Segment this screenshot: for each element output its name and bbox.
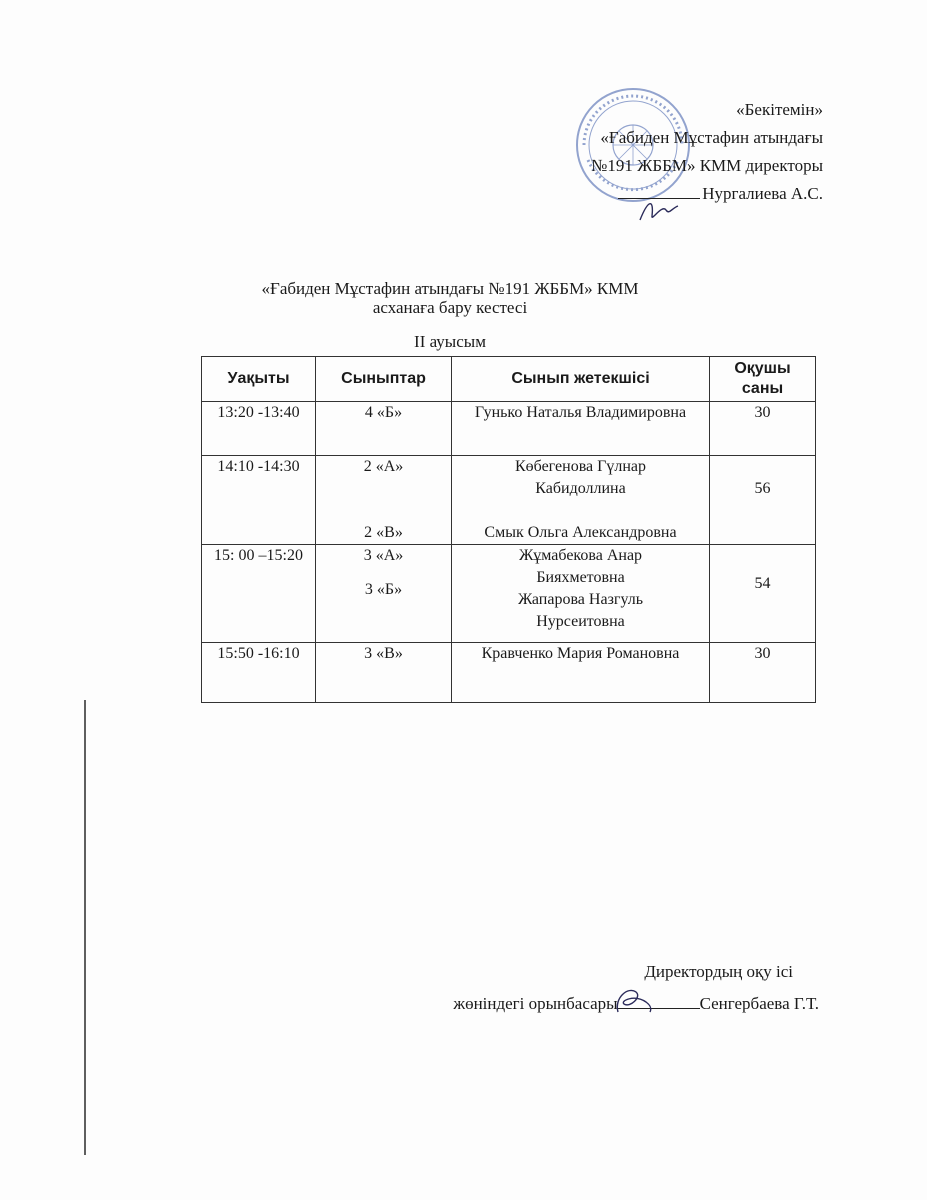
count-value: 56 — [754, 480, 771, 497]
cell-time: 13:20 -13:40 — [202, 402, 316, 456]
approval-line-2: №191 ЖББМ» КММ директоры — [591, 156, 823, 175]
cell-class: 3 «В» — [316, 643, 452, 703]
table-row — [202, 402, 816, 456]
scan-edge — [84, 700, 86, 1155]
deputy-signature — [610, 984, 654, 1018]
table-row — [202, 643, 816, 703]
header-count: Оқушы саны — [710, 357, 816, 402]
cell-count — [710, 456, 816, 545]
deputy-position: жөніндегі орынбасары — [453, 994, 618, 1013]
teacher-item: Жапарова Назгуль Нурсеитовна — [517, 591, 644, 630]
cell-count: 30 — [710, 402, 816, 456]
table-row — [202, 545, 816, 643]
approval-line-1: «Ғабиден Мұстафин атындағы — [600, 128, 823, 147]
table-row — [202, 456, 816, 545]
header-time: Уақыты — [202, 357, 316, 402]
document-subtitle: асханаға бару кестесі — [372, 298, 528, 317]
class-item: 2 «А» — [363, 458, 404, 475]
teacher-item: Жұмабекова Анар Бияхметовна — [518, 547, 643, 586]
cell-classes — [316, 545, 452, 643]
header-teacher: Сынып жетекшісі — [452, 357, 710, 402]
class-item: 3 «А» — [363, 547, 404, 564]
shift-label: II ауысым — [414, 332, 486, 351]
teacher-item: Көбегенова Гүлнар Кабидоллина — [514, 458, 647, 497]
class-item: 2 «В» — [364, 524, 403, 541]
cell-time: 14:10 -14:30 — [202, 456, 316, 545]
cell-time: 15: 00 –15:20 — [202, 545, 316, 643]
document-title: «Ғабиден Мұстафин атындағы №191 ЖББМ» КММ — [261, 279, 639, 298]
cell-teachers — [452, 545, 710, 643]
teacher-item: Смык Ольга Александровна — [484, 524, 677, 541]
director-signature — [636, 196, 682, 226]
cell-count: 30 — [710, 643, 816, 703]
approval-block — [591, 96, 823, 208]
cell-teachers — [452, 456, 710, 545]
director-name: Нургалиева А.С. — [702, 184, 823, 203]
cell-teacher: Гунько Наталья Владимировна — [452, 402, 710, 456]
cell-class: 4 «Б» — [316, 402, 452, 456]
cell-time: 15:50 -16:10 — [202, 643, 316, 703]
table-header-row — [202, 357, 816, 402]
class-item: 3 «Б» — [364, 581, 403, 598]
approval-heading: «Бекітемін» — [736, 100, 823, 119]
dining-schedule-table — [201, 356, 816, 703]
deputy-title-line-1: Директордың оқу ісі — [644, 962, 793, 981]
approval-signature-line — [591, 180, 823, 208]
cell-count — [710, 545, 816, 643]
cell-classes — [316, 456, 452, 545]
count-value: 54 — [754, 575, 771, 592]
cell-teacher: Кравченко Мария Романовна — [452, 643, 710, 703]
deputy-name: Сенгербаева Г.Т. — [699, 994, 819, 1013]
header-classes: Сыныптар — [316, 357, 452, 402]
